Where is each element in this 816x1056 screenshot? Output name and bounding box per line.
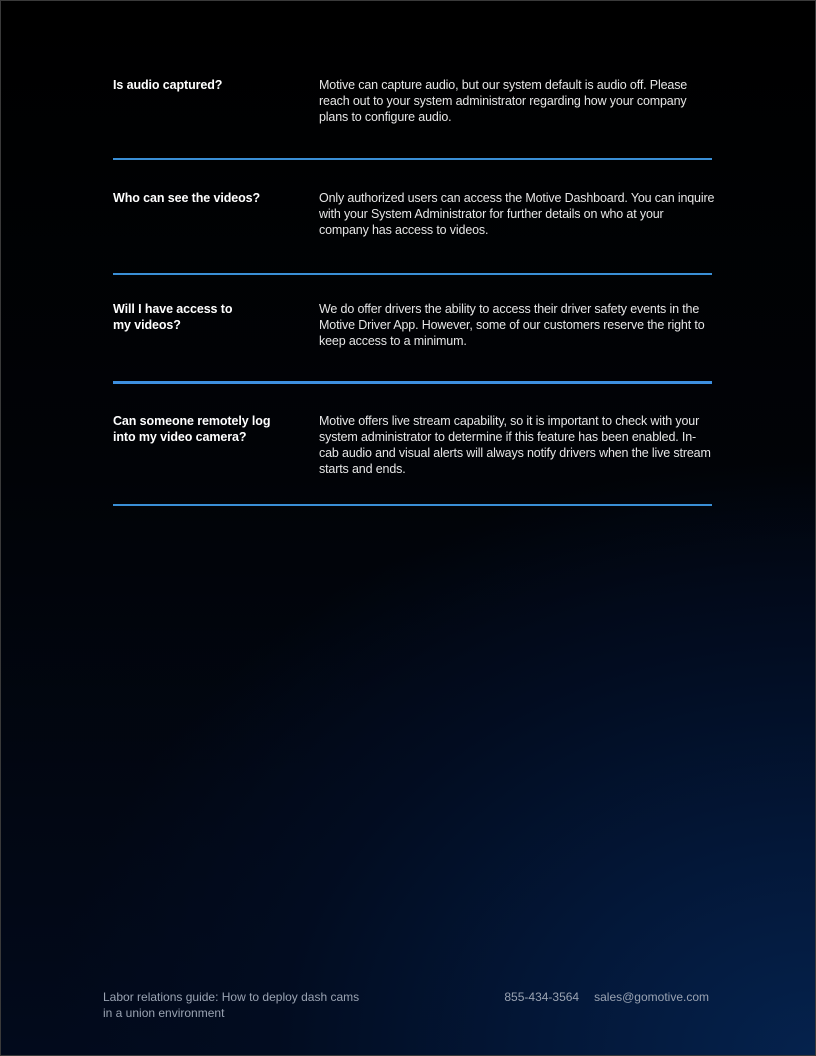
faq-answer: We do offer drivers the ability to access their driver safety events in the Motive Driver App. However, some of our customers reserve the right to keep access to a minimum. — [319, 302, 705, 348]
faq-question: Can someone remotely log into my video camera? — [113, 414, 271, 444]
footer-document-title: Labor relations guide: How to deploy dash cams in a union environment — [103, 990, 360, 1020]
faq-question: Who can see the videos? — [113, 191, 261, 205]
section-divider — [113, 158, 712, 160]
faq-answer: Motive can capture audio, but our system default is audio off. Please reach out to your system administrator regarding how your company plans to configure audio. — [319, 78, 688, 124]
faq-question: Is audio captured? — [113, 78, 223, 92]
section-divider — [113, 381, 712, 384]
section-divider — [113, 273, 712, 275]
footer-contact — [504, 989, 709, 1005]
footer-phone[interactable]: 855-434-3564 — [504, 990, 580, 1004]
faq-answer: Motive offers live stream capability, so it is important to check with your system administrator to determine if this feature has been enabled. In-cab audio and visual alerts will always notify drivers when the live stream starts and ends. — [319, 414, 711, 476]
footer-email[interactable]: sales@gomotive.com — [594, 990, 709, 1004]
faq-answer: Only authorized users can access the Motive Dashboard. You can inquire with your System Administrator for further details on who at your company has access to videos. — [319, 191, 715, 237]
faq-question: Will I have access to my videos? — [113, 302, 233, 332]
section-divider — [113, 504, 712, 506]
